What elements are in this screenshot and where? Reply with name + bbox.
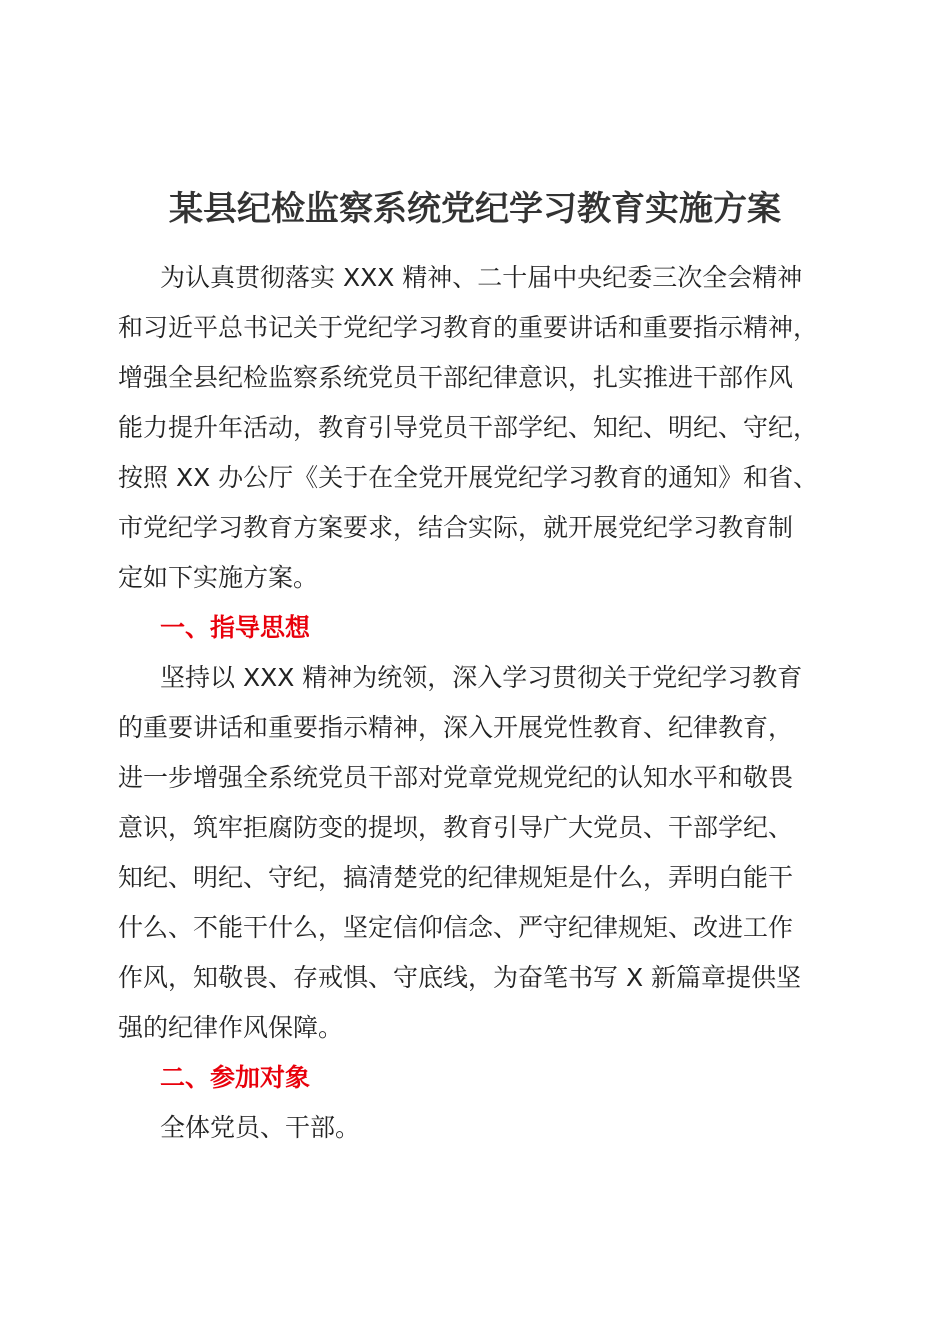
intro-line: 为认真贯彻落实 XXX 精神、二十届中央纪委三次全会精神	[160, 263, 803, 292]
intro-line: 市党纪学习教育方案要求，结合实际，就开展党纪学习教育制	[118, 513, 794, 542]
intro-paragraph	[118, 253, 832, 603]
guiding-ideology-line: 知纪、明纪、守纪，搞清楚党的纪律规矩是什么，弄明白能干	[118, 863, 794, 892]
guiding-ideology-paragraph	[118, 653, 832, 1053]
section-heading-guiding-ideology: 一、指导思想	[160, 613, 311, 642]
intro-line: 和习近平总书记关于党纪学习教育的重要讲话和重要指示精神，	[118, 313, 819, 342]
document-body	[118, 253, 832, 1153]
guiding-ideology-line: 作风，知敬畏、存戒惧、守底线，为奋笔书写 X 新篇章提供坚	[118, 963, 802, 992]
intro-line: 增强全县纪检监察系统党员干部纪律意识，扎实推进干部作风	[118, 363, 794, 392]
guiding-ideology-line: 坚持以 XXX 精神为统领，深入学习贯彻关于党纪学习教育	[160, 663, 803, 692]
guiding-ideology-line: 进一步增强全系统党员干部对党章党规党纪的认知水平和敬畏	[118, 763, 794, 792]
participants-paragraph	[118, 1103, 832, 1153]
guiding-ideology-line: 意识，筑牢拒腐防变的提坝，教育引导广大党员、干部学纪、	[118, 813, 794, 842]
intro-line: 定如下实施方案。	[118, 563, 319, 592]
intro-line: 按照 XX 办公厅《关于在全党开展党纪学习教育的通知》和省、	[118, 463, 819, 492]
participants-line: 全体党员、干部。	[160, 1113, 361, 1142]
section-heading-participants: 二、参加对象	[160, 1063, 311, 1092]
guiding-ideology-line: 强的纪律作风保障。	[118, 1013, 344, 1042]
document-title: 某县纪检监察系统党纪学习教育实施方案	[169, 189, 781, 229]
intro-line: 能力提升年活动，教育引导党员干部学纪、知纪、明纪、守纪，	[118, 413, 819, 442]
guiding-ideology-line: 什么、不能干什么，坚定信仰信念、严守纪律规矩、改进工作	[118, 913, 794, 942]
guiding-ideology-line: 的重要讲话和重要指示精神，深入开展党性教育、纪律教育，	[118, 713, 794, 742]
